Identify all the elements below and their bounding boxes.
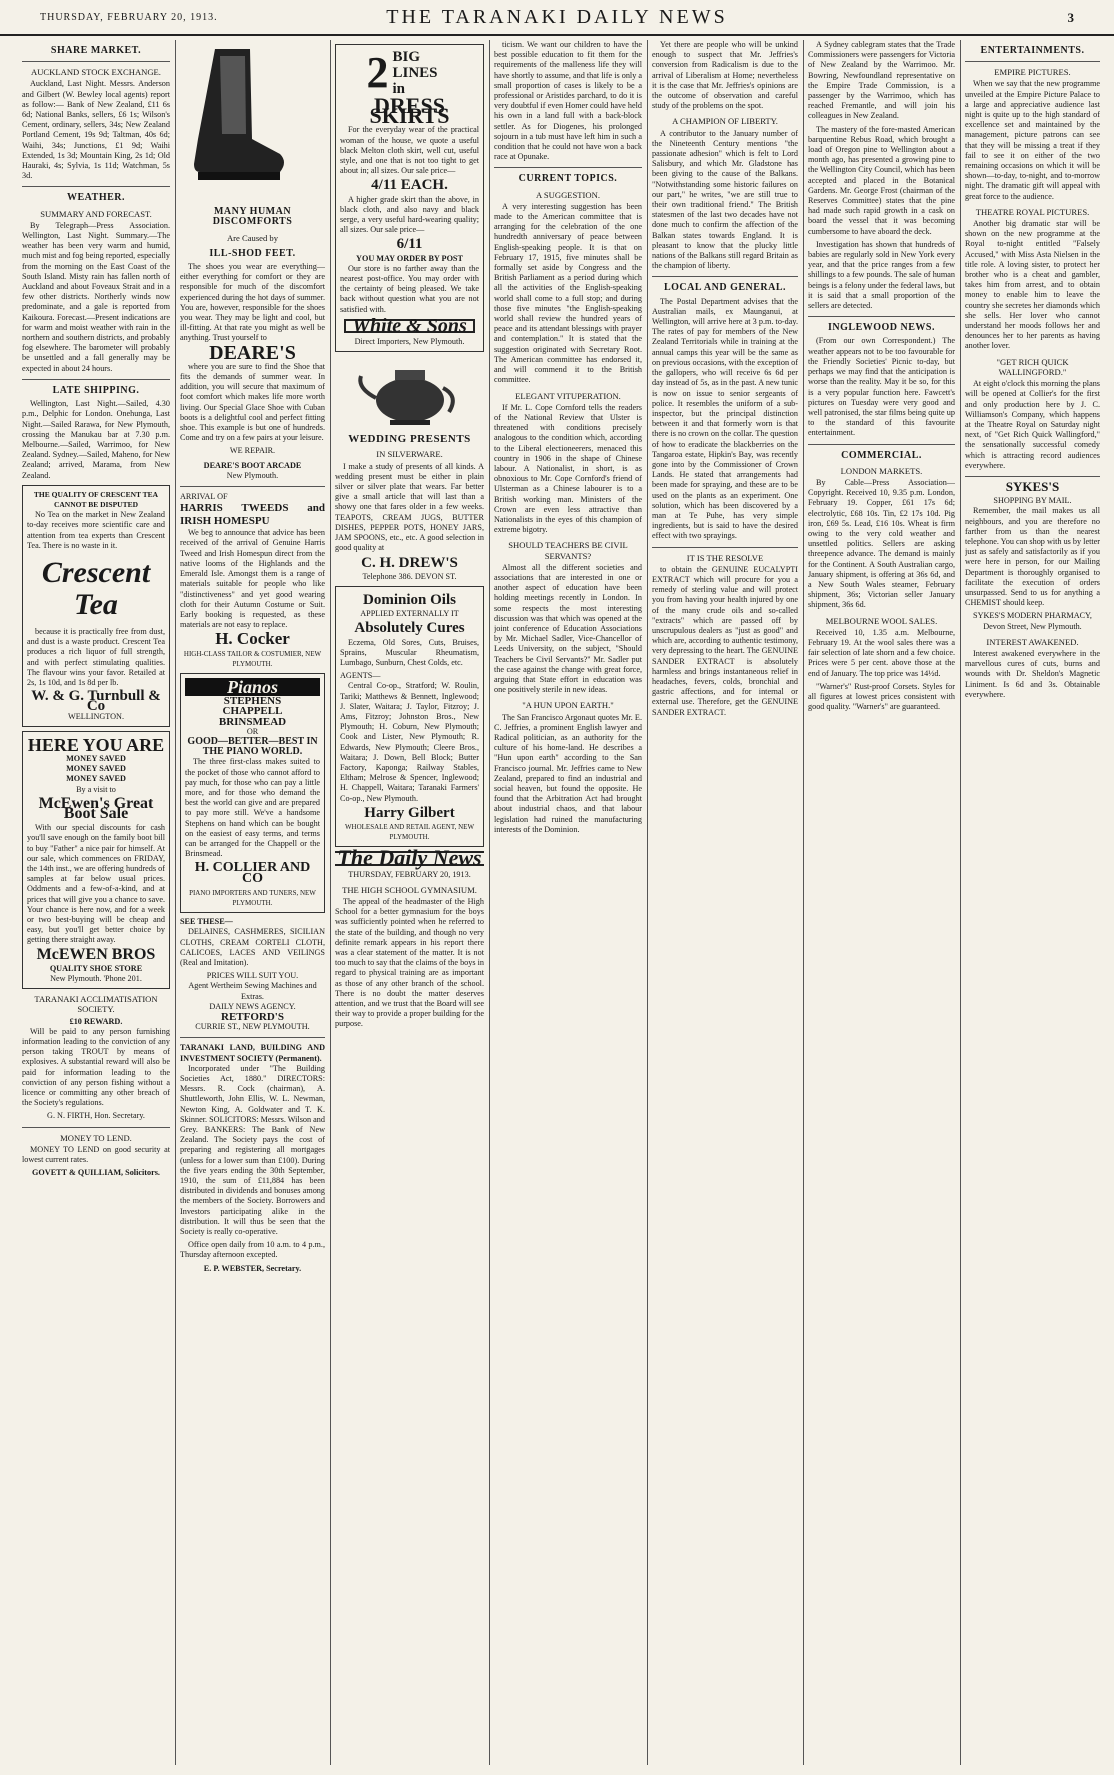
mcewen-ad [22,731,170,989]
money-saved-1: MONEY SAVED [66,753,126,763]
column-3 [335,40,484,1765]
resolve-text: to obtain the GENUINE EUCALYPTI EXTRACT which will procure for you a remedy of sterling value and will protect you from having your health injured by one of the many crude oils and so-called "extracts" which are passed off by unscrupulous dealers as "just as good" and which are, according to authentic testimony, very depressing to the heart. The GENUINE SANDER EXTRACT is absolutely harmless and brings instantaneous relief in headaches, fevers, colds, bronchial and gastric affections, and for internal or external use. Therefore, get the GENUINE SANDER EXTRACT. [652,564,798,717]
harris-tweeds-text: We beg to announce that advice has been received of the arrival of Genuine Harris Tweed and Irish Homespun direct from the native looms of the Highlands and the Emerald Isle. Amongst them is a range of materials suitable for people who like "distinctiveness" and yet good wearing cloth for their Autumn Costume or Suit. Early booking is requested, as these materials are not easy to replace. [180,528,325,630]
prices-suit: PRICES WILL SUIT YOU. [206,971,299,981]
shipping-heading: LATE SHIPPING. [52,384,140,396]
london-markets-heading: LONDON MARKETS. [840,465,923,476]
wallingford-heading: "GET RICH QUICK WALLINGFORD." [996,356,1069,377]
share-market-heading: SHARE MARKET. [50,45,142,56]
mcewen-address: New Plymouth. 'Phone 201. [50,974,142,984]
cures-text: Eczema, Old Sores, Cuts, Bruises, Sprains, Muscular Rheumatism, Lumbago, Sunburn, Chest Colds, etc. [340,637,479,667]
acclimatisation-text: Will be paid to any person furnishing information leading to the conviction of any person taking TROUT by means of explosives. A substantial reward will also be paid for information leading to the conviction of any person fishing without a licence or committing any other breach of the Society's regulations. [22,1026,170,1108]
turnbull-location: WELLINGTON. [67,711,124,721]
wertheim-agent: Agent Wertheim Sewing Machines and Extras. [188,981,317,1001]
inglewood-heading: INGLEWOOD NEWS. [828,322,935,334]
inglewood-text: (From our own Correspondent.) The weather appears not to be too favourable for the Friendly Societies' Picnic to-day, but perhaps we may find that the anticipation is worse than the reality. May it be so, for this is a very popular function here. Fawcett's pictures on Tuesday were very good and well patronised, the star films being quite up to the standard of this favourite entertainment. [808,336,955,438]
local-general-heading: LOCAL AND GENERAL. [663,282,787,294]
drews-address: Telephone 386. DEVON ST. [362,571,457,581]
skirt-text-2: A higher grade skirt than the above, in black cloth, and also navy and black serge, a very useful hard-wearing quality; all sizes. Our sale price— [340,194,479,235]
sykes-text: Remember, the mail makes us all neighbours, and you are therefore no farther from us than the nearest telephone. You can shop with us by letter just as safely and satisfactorily as if you were here in person, for our Mailing Department is thoroughly organised to facilitate the execution of orders unsurpassed. Send to us for anything a CHEMIST should keep. [965,506,1100,608]
turnbull-name: W. & G. Turnbull & Co [31,688,161,715]
order-by-post: YOU MAY ORDER BY POST [356,253,463,263]
money-saved-3: MONEY SAVED [66,774,126,784]
suggestion-text: A very interesting suggestion has been made to the American committee that is arranging for the celebration of the one hundredth anniversary of peace between English-speaking people. It is that on February 17, 1915, five minutes shall be formally set aside by Congress and the British Parliament as a period during which all the activities of the English-speaking world shall come to a full stop; and during those five minutes "the English-speaking world shall review the hundred years of peace and its attendant blessings with prayer and contemplation." It is stated that the suggestion originated with Secretary Root. The American committee has endorsed it, and will commend it to the British committee. [494,201,642,385]
acclimatisation-heading: TARANAKI ACCLIMATISATION SOCIETY. [34,994,158,1015]
column-rule [330,40,331,1765]
column-4 [494,40,642,1765]
column-rule [647,40,648,1765]
suggestion-heading: A SUGGESTION. [536,189,600,200]
daily-news-agency: DAILY NEWS AGENCY. [209,1001,296,1011]
cablegram-text: A Sydney cablegram states that the Trade Commissioners were passengers for Victoria of New Zealand by the Warrimoo. Mr. Bowring, Newfoundland representative on the Empire Trade Commission, is a passenger by the Warrimoo, which has reached Fremantle, and will join his colleagues in New Zealand. [808,40,955,121]
civil-servants-heading: SHOULD TEACHERS BE CIVIL SERVANTS? [508,540,628,561]
dominion-oils: Dominion Oils [363,591,456,608]
issue-date: THURSDAY, FEBRUARY 20, 1913. [40,12,218,23]
sykes-heading: SYKES'S [1005,478,1060,494]
column-rule [960,40,961,1765]
continued-text: ticism. We want our children to have the best possible education to fit them for the requirements of the malleness life they will have shortly to assume, and that life is only a small proportion of cases is likely to be a professional or Aristides parchard, to do it is very doubtful if even Homer could have held his own in a land full with a back-block settler. As for Diogenes, his prolonged sojourn in a tub must have left him in such a condition that he could not have won a back race at Opunake. [494,40,642,162]
see-these: SEE THESE— [180,917,233,927]
in-silverware: IN SILVERWARE. [376,449,443,460]
wool-sales-heading: MELBOURNE WOOL SALES. [825,615,938,626]
shoe-ad-text: The shoes you wear are everything—either everything for comfort or they are responsible for much of the discomfort experienced during the hot days of summer. You are, however, responsible for the shoes you wear. They may be light and cool, but ill-fitting. At that rate you might as well be anything. Trust yourself to [180,262,325,343]
current-topics: CURRENT TOPICS. [518,173,618,185]
vituperation-text: If Mr. L. Cope Cornford tells the readers of the National Review that Ulster is threatened with conditions precisely analogous to the condition which, according to the Liberal electioneerers, menaced this country in 1906 in the shape of Chinese labour. A Nationalist, in short, is as obnoxious to Mr. Cope Cornford's friend of Ulsterman as a Chinese labourer is to a British working man. Ministers of the Crown are even less attractive than Nationalists in the eyes of this champion of extreme bigotry. [494,402,642,535]
here-you-are: HERE YOU ARE [27,734,165,755]
skirt-text: For the everyday wear of the practical woman of the house, we quote a useful black Melton cloth skirt, well cut, useful style, and one that is not too tight to get about in; all sizes. Our sale price— [340,125,479,176]
crescent-headline-2: CANNOT BE DISPUTED [53,499,139,509]
hun-heading: "A HUN UPON EARTH." [522,700,614,711]
big-two: 2 [366,48,389,97]
arrival-label: ARRIVAL OF [180,492,228,502]
applied-externally: APPLIED EXTERNALLY IT [360,609,459,619]
webster-signature: E. P. WEBSTER, Secretary. [203,1263,302,1273]
retford-address: CURRIE ST., NEW PLYMOUTH. [195,1022,310,1032]
column-5 [652,40,798,1765]
wedding-presents: WEDDING PRESENTS [348,433,471,446]
theatre-royal-text: Another big dramatic star will be shown on the new programme at the Royal to-night entitled "Falsely Accused," with Miss Asta Nielsen in the title role. A loving sister, to protect her brother who is a cheat and gambler, takes him from arrest, and to obtain money to enable him to leave the country she secretes her diamonds which she sells. Her lover who cannot understand her moods follows her and denounces her to her parents as having another lover. [965,219,1100,351]
empire-pictures-text: When we say that the new programme unveiled at the Empire Picture Palace to a large and appreciative audience last night is quite up to the high standard of excellence set and maintained by the management, picture patrons can see that they will be missing a treat if they fail to see it on either of the two remaining occasions on which it will be shown—to-day, to-night, and to-morrow night. The dramatic gift will appeal with great force to the audience. [965,79,1100,201]
visit-line: By a visit to [76,784,116,794]
gilbert-sub: WHOLESALE AND RETAIL AGENT, NEW PLYMOUTH. [344,822,475,842]
weather-report: By Telegraph—Press Association. Wellington, Last Night. Summary.—The weather has been very warm and humid, much mist and fog being reported, especially from the morning on the East Coast of the South Island. Misty rain has fallen north of Auckland and about Foveaux Strait and in a few other districts. Northerly winds now predominate, and a gale is reported from Kaikoura. Forecast.—Present indications are for warm and moist weather with rain in the northern and southern districts, and probably fog elsewhere. The barometer will probably be unsettled and a fall generally may be expected in about 24 hours. [22,220,170,373]
gymnasium-heading: THE HIGH SCHOOL GYMNASIUM. [342,884,477,895]
weather-subheading: SUMMARY AND FORECAST. [40,208,152,219]
boot-arcade-location: New Plymouth. [226,470,279,480]
gymnasium-text: The appeal of the headmaster of the High School for a better gymnasium for the boys was sufficiently pointed when he referred to the state of the building, and though no very definite remark appears in his report there was a clear statement of the matter. It is not too much to say that the claims of the boys in regard to physical training are as important as those of any other branch of the school. There is no doubt the matter deserves attention, and we trust that the Board will see their way to provide a proper building for the purpose. [335,896,484,1029]
wedding-text: I make a study of presents of all kinds. A wedding present must be either in plain silver or silver plate that wears. Far better give a small article that will last than a showy one that fares older in a few weeks. TEAPOTS, CREAM JUGS, BUTTER DISHES, PEPPER POTS, HONEY JARS, JAM SPOONS, etc., etc. A good selection in good quality at [335,461,484,553]
stock-report: Auckland, Last Night. Messrs. Anderson and Gilbert (W. Bewley local agents) report as follow:— Bank of New Zealand, £11 6s 6d; National Banks, sellers, £6 1s; Wilson's Cement, ordinary, sellers, 34s; New Zealand Portland Cement, 19s 9d; Taltman, 40s 6d; Waihi, 34s; Junctions, £1 9d; Waihi Extended, 1s 3d; Mountain King, 2s 1d; Old Hauraki, 4s; Sylvia, 1s 11d; Watchman, 5s 3d. [22,79,170,181]
investigation-text: Investigation has shown that hundreds of babies are regularly sold in New York every year, and that the price ranges from a few shillings to a few pounds. The sale of human beings is a felony under the federal laws, but it is said that a small proportion of the sellers are detected. [808,239,955,311]
champion-text: A contributor to the January number of the Nineteenth Century mentions "the passionate adhesion" which is felt to Lord Salisbury, and which Mr. Gladstone has been giving to the cause of the Balkans. "Notwithstanding some historic failures on our part," he writes, "we are still true to their own traditional friend." The British statesmen of the last two decades have not done much to confirm the affection of the Balkan states towards England. It is pleasant to know that the plucky little nations of the Balkans still regard Britain as the champion of liberty. [652,128,798,271]
boot-sale-title: McEwen's Great Boot Sale [38,794,154,822]
reward: £10 REWARD. [69,1016,123,1026]
money-saved-2: MONEY SAVED [66,764,126,774]
column-rule [175,40,176,1765]
dress-skirts-ad [335,44,484,352]
white-sons-logo: White & Sons [344,319,475,333]
harry-gilbert: Harry Gilbert [364,804,455,821]
drews-name: C. H. DREW'S [361,554,458,571]
local-general-text: The Postal Department advises that the Australian mails, ex Maunganui, at Wellington, will arrive here at 3 p.m. to-day. The rates of pay for members of the New Zealand Territorials while in training at the annual camps this year will be the same as on previous occasions, with the exception of the gallopers, who will receive 6s 6d per day instead of 5s, as in the past. A new tunic is now on issue to senior sergeants of police. It resembles the uniform of a sub-inspector, but the principal distinction between it and that formerly worn is that there is no crown on the collar. The question of how to eradicate the blackberries on the Tangaroa estate, Hipkin's Bay, was recently gone into by the Commissioner of Crown Lands. He stated that arrangements had been made for spraying, and these are to be used on the plants as an experiment. One solution, which has been discovered by a man at Te Puhe, has very simple ingredients, but is said to have the desired effect with two sprayings. [652,296,798,541]
price-one: 4/11 EACH. [371,177,448,194]
commercial-heading: COMMERCIAL. [841,449,922,461]
white-sons-sub: Direct Importers, New Plymouth. [354,337,465,347]
crescent-headline-1: THE QUALITY OF CRESCENT TEA [33,489,159,499]
big-lines: BIG LINES in [392,49,438,97]
wool-sales-text: Received 10, 1.35 a.m. Melbourne, February 19. At the wool sales there was a fair selection of late shorn and a few choice. Prices were 5 per cent. above those at the end of January. The top price was 14½d. [808,627,955,678]
london-markets-text: By Cable—Press Association—Copyright. Received 10, 9.35 p.m. London, February 19. Copper, £61 17s 6d; electrolytic, £68 10s. Tin, £2 17s 10d. Pig iron, £69 5s. Lead, £16 10s. Wheat is firm owing to the very cold weather and unsettled politics. Sellers are asking threepence advance. The demand is mainly for the Continent. A South Australian cargo, January shipment, is offering at 36s 6d, and a New South Wales steamer, February shipment, 36s; Victorian seller January shipment, 36s 6d. [808,477,955,610]
absolutely-cures: Absolutely Cures [354,620,465,637]
good-better-best: GOOD—BETTER—BEST IN THE PIANO WORLD. [187,735,318,758]
or-label: OR [246,726,259,736]
agents-list: Central Co-op., Stratford; W. Roulin, Tariki; Matthews & Bennett, Inglewood; J. Slater, Waitara; J. Taylor, Fitzroy; J. Ams, Fitzroy; Johnston Bros., New Plymouth; H. Coburn, New Plymouth; Cook and Lister, New Plymouth; R. Edwards, New Plymouth; Cleere Bros., Waitara; J. Down, Bell Block; Butter Factory, Kaponga; Railway Stables, Eltham; Melrose & Spencer, Inglewood; H. Chappell, Waitara; Taranaki Farmers' Co-op., New Plymouth. [340,681,479,803]
column-rule [489,40,490,1765]
column-2 [180,40,325,1765]
daily-news-date: THURSDAY, FEBRUARY 20, 1913. [348,869,471,879]
crescent-text: No Tea on the market in New Zealand to-day receives more scientific care and attention from tea experts than Crescent Tea. There is no waste in it. [27,510,165,550]
page-number: 3 [1067,10,1074,25]
firth-signature: G. N. FIRTH, Hon. Secretary. [47,1111,145,1121]
brinsmead: BRINSMEAD [218,715,287,728]
deares-name: DEARE'S [209,341,296,364]
crescent-tea-logo: Crescent Tea [41,555,151,621]
newspaper-title: THE TARANAKI DAILY NEWS [386,6,728,28]
we-repair: WE REPAIR. [229,446,276,456]
stephens: STEPHENS [223,695,282,708]
column-rule [803,40,804,1765]
order-text: Our store is no farther away than the nearest post-office. You may order with the certainty of being pleased. We take back without question what you are not satisfied with. [340,263,479,314]
continued-text: Yet there are people who will be unkind enough to suspect that Mr. Jeffries's conversion from Radicalism is due to the arrival of Liberalism at Home; nevertheless it is the case that Mr. Jeffries's opinions are the outcome of observation and careful study of the problems on the spot. [652,40,798,111]
money-to-lend-heading: MONEY TO LEND. [60,1132,132,1143]
collier-name: H. COLLIER AND CO [194,860,311,886]
pianos-banner: Pianos [185,678,320,696]
collier-sub: PIANO IMPORTERS AND TUNERS, NEW PLYMOUTH. [189,888,316,907]
agents-label: AGENTS— [340,671,381,681]
sykes-pharmacy: SYKES'S MODERN PHARMACY, Devon Street, New Plymouth. [973,611,1092,631]
land-society-text: Incorporated under "The Building Societies Act, 1880." DIRECTORS: Messrs. R. Cock (chairman), A. Shuttleworth, John Ellis, W. L. Newman, Newton King, A. Goldwater and T. K. Skinner. SOLICITORS: Messrs. Wilson and Grey. BANKERS: The Bank of New Zealand. The Society pays the cost of preparing and registering all mortgages (unless for a lower sum than £100). During the five years ending the 30th September, 1910, the sum of £11,884 has been distributed in dividends and bonuses among the members of the Society. Borrowers and Investors participating alike in the distribution. It will thus be seen that the Society is really co-operative. [180,1063,325,1237]
boot-sale-text: With our special discounts for cash you'll save enough on the family boot bill to buy "Father" a nice pair for himself. At our sale, which commences on FRIDAY, the 14th inst., we are offering hundreds of samples at far below usual prices. Oddments and a few-of-a-kind, and at prices that will give you a chance to save. Your chance is here now, and for a week or two best-buying will be cheap and easy, but you'll get better choice by getting there straight away. [27,823,165,945]
quality-shoe-store: QUALITY SHOE STORE [49,963,143,973]
mcewen-bros: McEWEN BROS [36,945,156,963]
pianos-text: The three first-class makes suited to the pocket of those who cannot afford to pay much, for those who can pay a little more, and for those who demand the best the world can give and are prepared to pay more still. We've a handsome Stephens on hand which can be bought on the easiest of easy terms, and terms can be arranged for the Chappell or the Brinsmead. [185,757,320,859]
chappell: CHAPPELL [222,705,283,718]
retfords: RETFORD'S [221,1011,284,1024]
civil-servants-text: Almost all the different societies and associations that are interested in one or another aspect of education have been holding meetings recently in London. In some respects the most interesting discussion was that which was opened at the joint conference of Education Associations by Mr. Michael Sadler, Vice-Chancellor of Leeds University, on the subject, "Should Teachers be Civil Servants?" Mr. Sadler put the case against the change with great force, arguing that State effort in education was one positively sterile in new ideas. [494,562,642,695]
cocker-sub: HIGH-CLASS TAILOR & COSTUMIER, NEW PLYMOUTH. [183,649,322,668]
goods-list: DELAINES, CASHMERES, SICILIAN CLOTHS, CREAM CORTELI CLOTH, CALICOES, LACES AND VEILINGS (Real and Imitation). [180,927,325,967]
govett-quilliam: GOVETT & QUILLIAM, Solicitors. [32,1168,160,1178]
boot-illustration [180,44,290,194]
dress-skirts: DRESS SKIRTS [369,93,450,129]
harris-tweeds-heading: HARRIS TWEEDS and IRISH HOMESPU [180,502,325,528]
sykes-sub: SHOPPING BY MAIL. [993,496,1072,506]
resolve-heading: IT IS THE RESOLVE [686,552,764,563]
wallingford-text: At eight o'clock this morning the plans will be opened at Collier's for the first and only production here by J. C. Williamson's Company, which happens at the Theatre Royal on Saturday night next, of "Get Rich Quick Wallingford," the sensationally successful comedy which is attracting record audiences everywhere. [965,379,1100,470]
weather-heading: WEATHER. [67,192,125,204]
dominion-oils-ad [335,586,484,847]
land-society-heading: TARANAKI LAND, BUILDING AND INVESTMENT SOCIETY (Permanent). [180,1043,325,1063]
money-to-lend-text: MONEY TO LEND on good security at lowest current rates. [22,1144,170,1165]
interest-awakened-text: Interest awakened everywhere in the marvellous cures of cuts, burns and wounds with Dr. Sheldon's Magnetic Liniment. Is 6d and 3s. Obtainable everywhere. [965,648,1100,699]
deares-text: where you are sure to find the Shoe that fits the demands of summer wear. In addition, you will secure that maximum of foot comfort which makes life more worth living. Our Special Glace Shoe with Cuban boots is a delightful cool and perfect fitting shoe. This example is but one of hundreds. Come and try on a few pairs at your leisure. [180,361,325,443]
crescent-text-2: because it is practically free from dust, and dust is a waste product. Crescent Tea produces a rich liquor of full strength, and with perfect stimulating qualities. The flavour wins your favor. Retailed at 2s, 1s 10d, and 1s 8d per lb. [27,626,165,687]
champion-heading: A CHAMPION OF LIBERTY. [672,116,778,127]
shoe-ad-heading: MANY HUMAN DISCOMFORTS [212,206,293,228]
pianos-ad [180,673,325,913]
hun-text: The San Francisco Argonaut quotes Mr. E. C. Jeffries, a prominent English lawyer and Radical politician, as an authority for the culture of his home-land. He describes a "Hun upon earth" according to the San Francisco journal. Mr. Jeffries came to New Zealand, prepared to find an industrial and social heaven, but found the opposite. He found that the Arbitration Act had brought about industrial chaos, and that labour legislation had ruined the manufacturing interests of the Dominion. [494,712,642,834]
pine-tree-text: The mastery of the fore-masted American barquentine Rebus Road, which brought a load of Oregon pine to Wellington about a month ago, has presented a growing pine to the Wellington City Council, which has been accepted and placed in the Botanical Gardens. Mr. George Frost (chairman of the Reserves Committee) states that the pine had made such rapid growth in a cask on board the vessel that it was becoming cumbersome to have aboard the deck. [808,124,955,236]
vituperation-heading: ELEGANT VITUPERATION. [515,390,621,401]
column-7 [965,40,1100,1765]
office-hours: Office open daily from 10 a.m. to 4 p.m., Thursday afternoon excepted. [180,1240,325,1260]
masthead [0,0,1114,36]
column-6 [808,40,955,1765]
shipping-report: Wellington, Last Night.—Sailed, 4.30 p.m., Delphic for London. Onehunga, Last Night.—Sailed Rarawa, for New Plymouth, crossing the Manukau bar at 7.30 p.m. Melbourne.—Sailed, Warrimoo, for New Zealand. Sydney.—Sailed, Maheno, for New Zealand; arrived, Marama, from New Zealand. [22,399,170,480]
ill-shod-feet: ILL-SHOD FEET. [209,247,296,259]
theatre-royal-heading: THEATRE ROYAL PICTURES. [975,206,1090,217]
boot-arcade: DEARE'S BOOT ARCADE [203,460,302,470]
entertainments-heading: ENTERTAINMENTS. [980,45,1085,56]
empire-pictures-heading: EMPIRE PICTURES. [994,67,1071,78]
crescent-tea-ad [22,485,170,727]
stock-exchange-heading: AUCKLAND STOCK EXCHANGE. [31,67,161,78]
warners-corsets: "Warner's" Rust-proof Corsets. Styles for all figures at lowest prices consistent with good quality. "Warner's" are guaranteed. [808,681,955,712]
interest-awakened-heading: INTEREST AWAKENED. [986,636,1079,647]
cocker-name: H. Cocker [215,629,290,649]
shoe-ad-sub: Are Caused by [226,232,279,243]
price-two: 6/11 [396,236,423,253]
daily-news-flag: The Daily News [335,851,484,865]
teapot-illustration [355,358,465,428]
column-1 [22,40,170,1765]
